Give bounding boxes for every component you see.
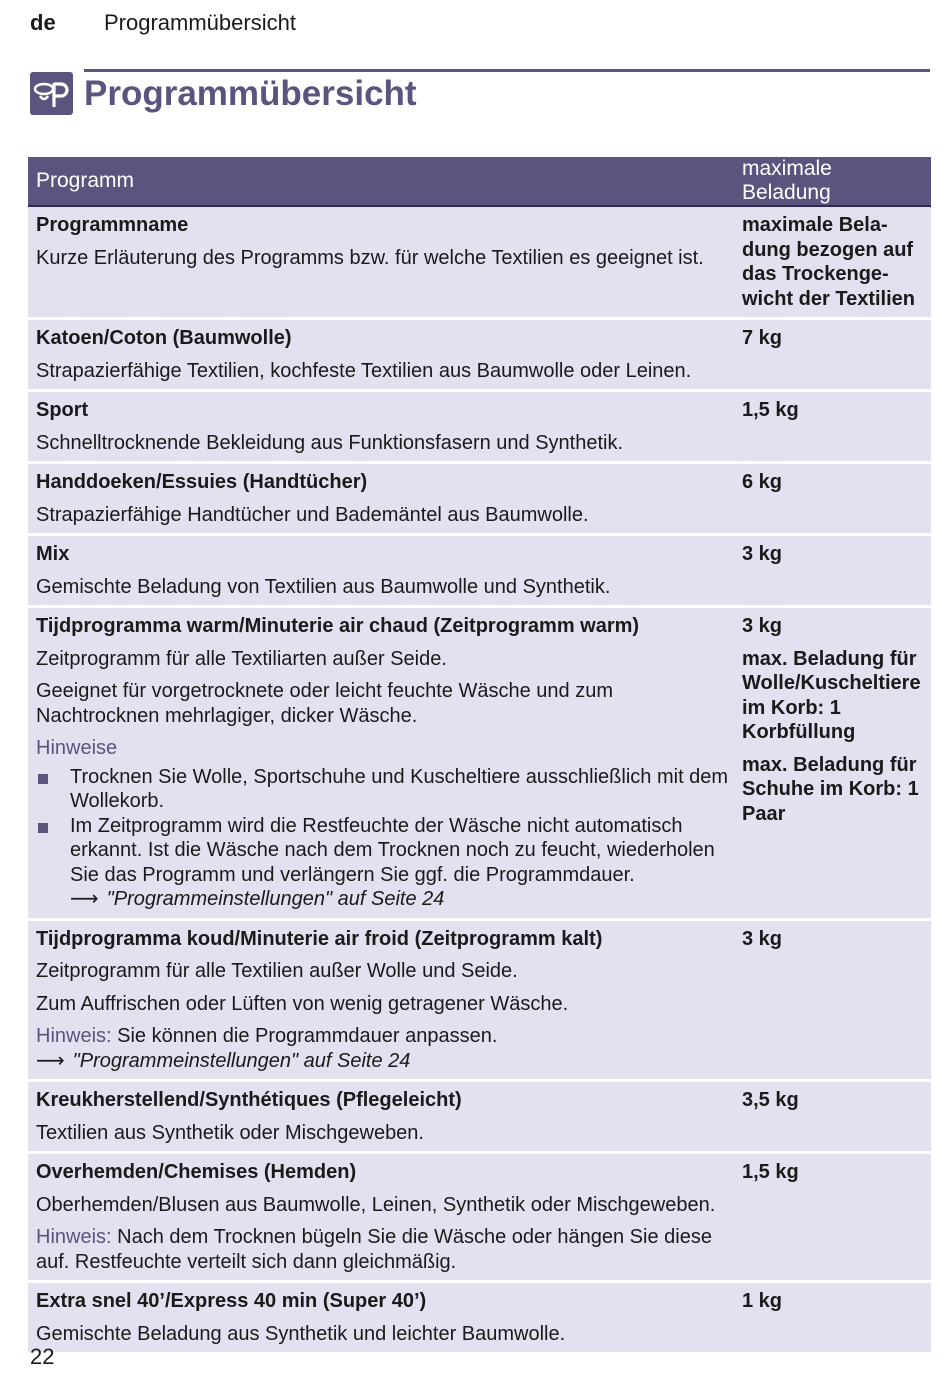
max-load: 3 kg xyxy=(742,927,783,950)
note-text: Im Zeitprogramm wird die Restfeuchte der Wäsche nicht automatisch erkannt. Ist die Wäsche nach dem Trocknen noch zu feucht, wiederholen Sie das Programm und verlängern Sie ggf. die Programmdauer. xyxy=(70,814,715,886)
table-row xyxy=(28,206,931,319)
column-header-program: Programm xyxy=(28,157,734,206)
max-load: 7 kg xyxy=(742,327,783,349)
max-load-shoes: max. Beladung für Schuhe im Korb: 1 Paar xyxy=(742,753,919,825)
program-name: Katoen/Coton (Baumwolle) xyxy=(36,327,292,349)
program-name: Handdoeken/Essuies (Handtücher) xyxy=(36,471,368,493)
header-section-title: Programmübersicht xyxy=(104,10,296,35)
hint-note xyxy=(36,1024,730,1049)
list-item xyxy=(36,765,730,814)
table-row xyxy=(28,319,931,391)
notes-list xyxy=(36,765,730,888)
program-description: Oberhemden/Blusen aus Baumwolle, Leinen, Synthetik oder Mischgeweben. xyxy=(36,1193,716,1216)
load-cell xyxy=(734,391,931,463)
table-row xyxy=(28,535,931,607)
hint-text: Sie können die Programmdauer anpassen. xyxy=(117,1025,498,1047)
table-row xyxy=(28,1081,931,1153)
list-item xyxy=(36,814,730,888)
load-cell xyxy=(734,463,931,535)
program-description: Strapazierfähige Handtücher und Bademäntel aus Baumwolle. xyxy=(36,503,589,526)
max-load: 1,5 kg xyxy=(742,1161,799,1183)
cross-reference-link[interactable] xyxy=(36,887,730,912)
max-load: 1,5 kg xyxy=(742,399,799,421)
program-description: Strapazierfähige Textilien, kochfeste Textilien aus Baumwolle oder Leinen. xyxy=(36,359,692,382)
program-name: Tijdprogramma koud/Minuterie air froid (Zeitprogramm kalt) xyxy=(36,927,603,950)
load-cell xyxy=(734,607,931,920)
load-cell xyxy=(734,535,931,607)
programme-icon xyxy=(30,72,73,115)
cross-reference-text: "Programmeinstellungen" auf Seite 24 xyxy=(106,888,445,910)
load-cell xyxy=(734,206,931,319)
program-cell xyxy=(28,919,734,1081)
program-description: Zum Auffrischen oder Lüften von wenig getragener Wäsche. xyxy=(36,992,569,1015)
program-description: Zeitprogramm für alle Textilien außer Wolle und Seide. xyxy=(36,960,518,982)
max-load: 3 kg xyxy=(742,615,783,637)
program-description: Geeignet für vorgetrocknete oder leicht feuchte Wäsche und zum Nachtrocknen mehrlagiger, dicker Wäsche. xyxy=(36,680,613,727)
program-cell xyxy=(28,463,734,535)
arrow-right-icon: ⟶ xyxy=(36,1049,65,1072)
note-text: Trocknen Sie Wolle, Sportschuhe und Kuscheltiere ausschließlich mit dem Wollekorb. xyxy=(70,765,729,812)
page-title: Programmübersicht xyxy=(84,74,417,113)
program-description: Gemischte Beladung aus Synthetik und leichter Baumwolle. xyxy=(36,1322,566,1345)
program-name: Overhemden/Chemises (Hemden) xyxy=(36,1161,357,1183)
table-row xyxy=(28,1282,931,1354)
hint-label: Hinweis: xyxy=(36,1025,112,1047)
program-cell xyxy=(28,535,734,607)
program-description: Zeitprogramm für alle Textiliarten außer Seide. xyxy=(36,647,447,670)
program-name: Tijdprogramma warm/Minuterie air chaud (Zeitprogramm warm) xyxy=(36,615,640,637)
page-number: 22 xyxy=(30,1344,55,1369)
program-cell xyxy=(28,607,734,920)
table-row xyxy=(28,391,931,463)
cross-reference-link[interactable] xyxy=(36,1049,730,1074)
load-cell xyxy=(734,1282,931,1354)
title-rule xyxy=(84,69,930,72)
table-row xyxy=(28,1153,931,1282)
page-header xyxy=(30,8,930,38)
language-code: de xyxy=(30,10,56,35)
program-cell xyxy=(28,1153,734,1282)
program-description: Textilien aus Synthetik oder Mischgeweben. xyxy=(36,1121,424,1144)
program-name: Kreukherstellend/Synthétiques (Pflegeleicht) xyxy=(36,1089,462,1111)
square-bullet-icon xyxy=(38,823,48,833)
table-row xyxy=(28,607,931,920)
hint-heading: Hinweise xyxy=(36,737,118,759)
table-header-row xyxy=(28,157,931,206)
max-load: 3 kg xyxy=(742,543,783,565)
hint-note xyxy=(36,1225,730,1274)
load-cell xyxy=(734,1153,931,1282)
max-load: maximale Bela-dung bezogen auf das Trockenge-wicht der Textilien xyxy=(742,214,915,310)
program-cell xyxy=(28,319,734,391)
max-load: 1 kg xyxy=(742,1290,783,1312)
max-load: 6 kg xyxy=(742,471,783,493)
program-cell xyxy=(28,1081,734,1153)
column-header-load: maximale Beladung xyxy=(734,157,931,206)
table-row xyxy=(28,463,931,535)
program-description: Kurze Erläuterung des Programms bzw. für welche Textilien es geeignet ist. xyxy=(36,246,704,269)
load-cell xyxy=(734,919,931,1081)
program-cell xyxy=(28,206,734,319)
table-row xyxy=(28,919,931,1081)
program-description: Gemischte Beladung von Textilien aus Baumwolle und Synthetik. xyxy=(36,575,611,598)
load-cell xyxy=(734,1081,931,1153)
program-name: Extra snel 40’/Express 40 min (Super 40’) xyxy=(36,1290,427,1312)
program-description: Schnelltrocknende Bekleidung aus Funktionsfasern und Synthetik. xyxy=(36,431,624,454)
program-cell xyxy=(28,391,734,463)
program-name: Sport xyxy=(36,399,89,421)
square-bullet-icon xyxy=(38,774,48,784)
programme-table xyxy=(28,157,931,1355)
program-cell xyxy=(28,1282,734,1354)
arrow-right-icon: ⟶ xyxy=(70,888,99,910)
load-cell xyxy=(734,319,931,391)
cross-reference-text: "Programmeinstellungen" auf Seite 24 xyxy=(72,1049,411,1072)
program-name: Programmname xyxy=(36,214,189,236)
hint-label: Hinweis: xyxy=(36,1226,112,1248)
hint-text: Nach dem Trocknen bügeln Sie die Wäsche oder hängen Sie diese auf. Restfeuchte verteilt sich dann gleichmäßig. xyxy=(36,1226,712,1273)
max-load: 3,5 kg xyxy=(742,1089,799,1111)
max-load-wool: max. Beladung für Wolle/Kuscheltiere im Korb: 1 Korbfüllung xyxy=(742,647,921,743)
program-name: Mix xyxy=(36,543,70,565)
